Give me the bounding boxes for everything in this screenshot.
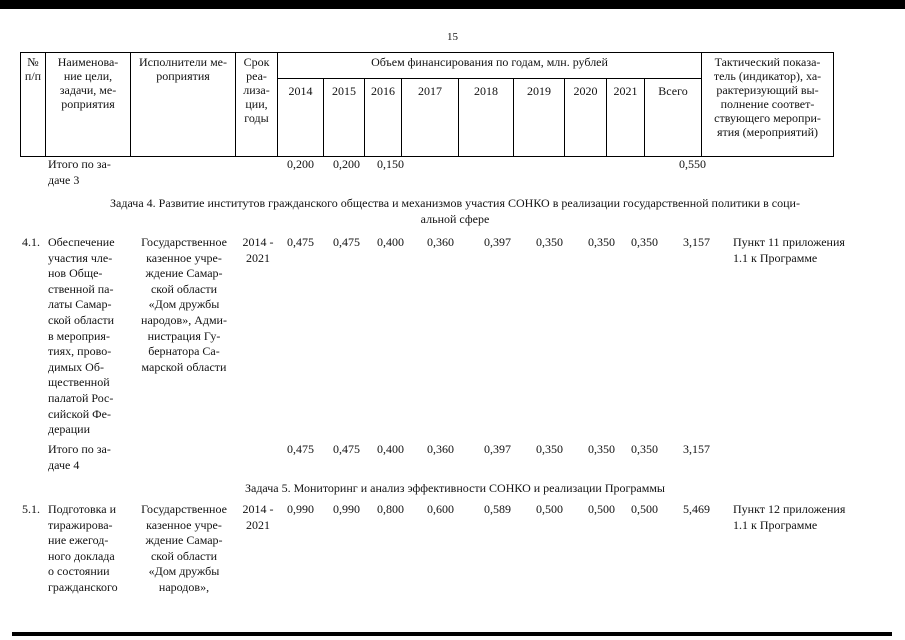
task5-title: Задача 5. Мониторинг и анализ эффективности СОНКО и реализации Программы (244, 481, 665, 495)
total4-value: 0,475 (333, 442, 360, 456)
row41-value: 0,397 (484, 235, 511, 249)
row51-value: 0,500 (631, 502, 658, 516)
header-period: Срок реа- лиза- ции, годы (236, 53, 278, 157)
total4-value: 0,350 (536, 442, 563, 456)
total3-value: 0,150 (377, 157, 404, 171)
total4-value: 0,350 (631, 442, 658, 456)
total4-total: 3,157 (683, 442, 710, 456)
row51-indicator: Пункт 12 приложения 1.1 к Программе (733, 502, 846, 532)
row51-name: Подготовка и тиражирова- ние ежегод- ного доклада о состоянии гражданского (48, 502, 118, 594)
header-total: Всего (645, 79, 702, 157)
header-year: 2019 (514, 79, 565, 157)
total4-value: 0,350 (588, 442, 615, 456)
row51-total: 5,469 (683, 502, 710, 516)
row51-period: 2014 - 2021 (242, 502, 274, 532)
row41-indicator: Пункт 11 приложения 1.1 к Программе (733, 235, 845, 265)
row51-value: 0,990 (287, 502, 314, 516)
row41-value: 0,350 (631, 235, 658, 249)
row51-value: 0,600 (427, 502, 454, 516)
total4-label: Итого по за- даче 4 (48, 442, 111, 472)
row51-executor: Государственное казенное учре- ждение Самар- ской области «Дом дружбы народов», (141, 502, 227, 594)
row51-value: 0,500 (536, 502, 563, 516)
total4-value: 0,475 (287, 442, 314, 456)
row41-value: 0,360 (427, 235, 454, 249)
table-header (20, 52, 834, 157)
scan-top-edge (0, 0, 905, 9)
header-indicator: Тактический показа- тель (индикатор), ха- рактеризующий вы- полнение соответ- ствующего меропри- ятия (мероприятий) (702, 53, 834, 157)
header-name: Наименова- ние цели, задачи, ме- роприятия (46, 53, 131, 157)
row41-value: 0,475 (287, 235, 314, 249)
header-year: 2017 (402, 79, 459, 157)
page-number: 15 (447, 31, 458, 43)
total3-value: 0,200 (333, 157, 360, 171)
header-num: № п/п (21, 53, 46, 157)
total4-value: 0,360 (427, 442, 454, 456)
header-year: 2021 (607, 79, 645, 157)
task4-title: Задача 4. Развитие институтов гражданского общества и механизмов участия СОНКО в реализации государственной политики в соци- альной сфере (110, 196, 800, 226)
row41-name: Обеспечение участия чле- нов Обще- ственной па- латы Самар- ской области в мероприя- тиях, прово- димых Об- щественной палатой Рос- сийской Фе- дерации (48, 235, 115, 437)
row41-num: 4.1. (22, 235, 40, 249)
header-year: 2014 (278, 79, 324, 157)
row41-value: 0,350 (588, 235, 615, 249)
header-year: 2015 (324, 79, 365, 157)
total4-value: 0,397 (484, 442, 511, 456)
total3-value: 0,200 (287, 157, 314, 171)
row41-value: 0,475 (333, 235, 360, 249)
row41-period: 2014 - 2021 (242, 235, 274, 265)
row41-executor: Государственное казенное учре- ждение Самар- ской области «Дом дружбы народов», Адми- нистрация Гу- бернатора Са- марской области (141, 235, 227, 374)
row51-value: 0,990 (333, 502, 360, 516)
row41-total: 3,157 (683, 235, 710, 249)
scan-bottom-edge (12, 632, 892, 636)
total4-value: 0,400 (377, 442, 404, 456)
header-year: 2020 (565, 79, 607, 157)
row41-value: 0,350 (536, 235, 563, 249)
row51-value: 0,589 (484, 502, 511, 516)
header-year: 2016 (365, 79, 402, 157)
total3-label: Итого по за- даче 3 (48, 157, 111, 187)
header-year: 2018 (459, 79, 514, 157)
row51-value: 0,500 (588, 502, 615, 516)
header-executors: Исполнители ме- роприятия (131, 53, 236, 157)
row51-num: 5.1. (22, 502, 40, 516)
header-funding: Объем финансирования по годам, млн. рублей (278, 53, 702, 79)
total3-total: 0,550 (679, 157, 706, 171)
row41-value: 0,400 (377, 235, 404, 249)
row51-value: 0,800 (377, 502, 404, 516)
